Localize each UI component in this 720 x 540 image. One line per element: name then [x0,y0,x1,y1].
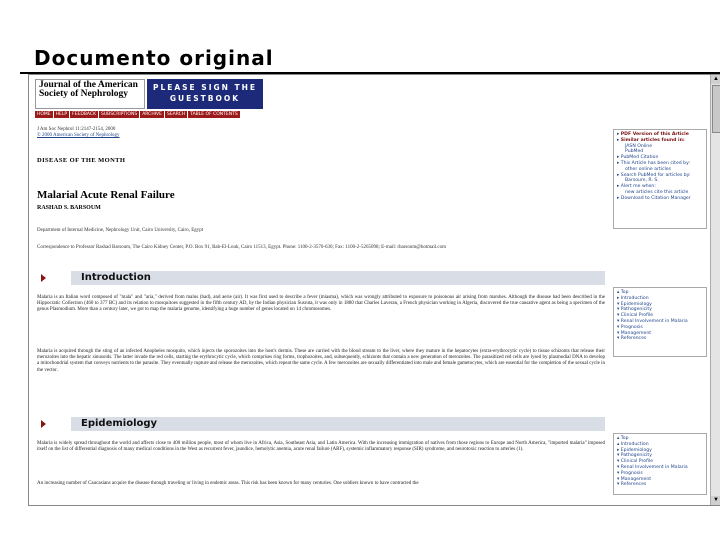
article-tools-sidebar [613,129,707,229]
toc-introduction-label: Introduction [620,295,649,301]
toc-pathogenicity[interactable]: ▾ Pathogenicity [617,307,652,313]
toc-sidebar-2 [613,433,707,495]
pdf-link[interactable]: ▸ PDF Version of this Article [617,132,689,137]
correspondence: Correspondence to Professor Rashad Barsoum, The Cairo Kidney Center, P.O. Box 91, Bab-El-Louk, Cairo 11513, Egypt. Phone: 1100-2-3570-630; Fax: 1100-2-5265098; E-mail: rbarsoum@hotmail.com [37,245,446,250]
introduction-paragraph-1: Malaria is an Italian word composed of "mala" and "aria," derived from malus (bad), and aerie (air). It was first used to describe a fever (miasma), which was wrongly attributed to exposure to poisonous air arising from marshes. Although the disease had been described in the Hippocratic Collection (460 to 377 BC) and its relation to mosquitoes suggested in the fifth century AD, by the Indian physician Susruta, it was only in 1880 that Charles Laveran, a French physician working in Algeria, discovered the true causative agent as being a specimen of the genus Plasmodium. More than a century later, we got to map the malaria genome, identifying a huge number of genes located on 14 chromosomes. [37,295,605,313]
other-online-articles-link[interactable]: other online articles [625,166,671,172]
epidemiology-paragraph-2: An increasing number of Caucasians acquire the disease through traveling or living in endemic areas. This risk has been known for many centuries. One soldiers known to have contracted the [37,481,419,486]
journal-navbar [35,111,240,118]
article-author: RASHAD S. BARSOUM [37,205,101,211]
nav-search[interactable]: SEARCH [166,112,186,117]
toc-introduction[interactable]: ▸ Introduction [617,295,649,301]
introduction-paragraph-2: Malaria is acquired through the sting of an infected Anopheles mosquito, which injects the sporozoites into the host's dermis. These are carried with the blood stream to the liver, where they mature in the hepatocytes (extra-erythrocytic cycle) to tissue schizonts that release their merozoites into the hepatic sinusoids. The latter invade the red cells, starting the erythrocytic cycle, which comprises ring forms, trophozoites, and, subsequently, schizonts that contain a new generation of merozoites. The parasitized red cells are lysed by plasmodial DNA to develop a mitochondrial system that conveys nutrients to the parasite. They eventually rupture and release the merozoites, which repeat the same cycle. A few merozoites are sexually differentiated into male and female gametocytes, which are essential for the completion of the sexual cycle in the vector. [37,349,605,373]
citation-alert-link[interactable]: new articles cite this article [625,189,689,195]
alert-heading: ▸ Alert me when: [617,184,656,190]
toc2-renal-involvement-label: Renal Involvement in Malaria [620,464,688,470]
toc-management-label: Management [620,330,652,336]
citation-block [37,127,120,139]
search-pubmed-label: Search PubMed for articles by: [620,172,691,178]
scroll-up-arrow-icon[interactable]: ▲ [711,75,720,84]
nav-help[interactable]: HELP [55,112,68,117]
similar-articles-label: Similar articles found in: [620,137,685,143]
journal-name-line-1: Journal of the American [39,80,138,90]
nav-subscriptions[interactable]: SUBSCRIPTIONS [101,112,138,117]
toc-sidebar-1 [613,287,707,357]
citation: J Am Soc Nephrol 11:2147-2154, 2000 [37,127,116,132]
toc2-renal-involvement[interactable]: ▾ Renal Involvement in Malaria [617,464,688,470]
toc2-management[interactable]: ▾ Management [617,476,652,482]
section-bar-epidemiology [33,417,605,431]
scrollbar-thumb[interactable] [712,85,720,133]
pubmed-citation-link[interactable]: ▸ PubMed Citation [617,155,659,161]
toc2-references-label: References [620,482,647,488]
cited-by-heading: ▸ This Article has been cited by: [617,160,690,166]
toc2-clinical-profile-label: Clinical Profile [620,459,654,465]
toc-epidemiology[interactable]: ▾ Epidemiology [617,301,652,307]
toc-clinical-profile-label: Clinical Profile [620,313,654,319]
citation-manager-link[interactable]: ▸ Download to Citation Manager [617,195,691,201]
pdf-link-label: PDF Version of this Article [620,132,689,137]
toc2-top[interactable]: ▴ Top [617,436,629,441]
page-content [29,75,710,505]
scroll-down-arrow-icon[interactable]: ▼ [711,496,720,505]
toc2-references[interactable]: ▾ References [617,482,647,488]
author-affiliation: Department of Internal Medicine, Nephrology Unit, Cairo University, Cairo, Egypt [37,228,204,233]
toc2-introduction[interactable]: ▴ Introduction [617,441,649,447]
section-band [71,271,605,285]
toc-pathogenicity-label: Pathogenicity [620,307,652,313]
toc2-clinical-profile[interactable]: ▾ Clinical Profile [617,459,654,465]
journal-logo[interactable] [35,79,145,109]
article-title: Malarial Acute Renal Failure [37,189,175,201]
pubmed-link[interactable]: PubMed [625,149,644,155]
section-label: DISEASE OF THE MONTH [37,157,126,164]
author-search-link[interactable]: Barsoum, R. S. [625,178,659,184]
nav-home[interactable]: HOME [37,112,51,117]
toc2-introduction-label: Introduction [620,441,649,447]
toc-prognosis-label: Prognosis [620,324,643,330]
citation-manager-label: Download to Citation Manager [620,195,691,201]
journal-name-line-2: Society of Nephrology [39,89,129,99]
vertical-scrollbar[interactable] [710,75,720,505]
pubmed-citation-label: PubMed Citation [620,155,659,161]
copyright-link[interactable]: © 2000 American Society of Nephrology [37,133,120,138]
toc2-prognosis-label: Prognosis [620,470,643,476]
toc-top-label: Top [620,290,629,295]
toc-references[interactable]: ▾ References [617,336,647,342]
toc2-pathogenicity-label: Pathogenicity [620,453,652,459]
toc-epidemiology-label: Epidemiology [620,301,652,307]
alert-label: Alert me when: [620,184,656,190]
toc-clinical-profile[interactable]: ▾ Clinical Profile [617,313,654,319]
section-bar-introduction [33,271,605,285]
section-heading: Introduction [81,272,151,283]
toc-references-label: References [620,336,647,342]
journal-header [35,79,261,123]
search-pubmed-heading: ▸ Search PubMed for articles by: [617,172,691,178]
jasn-online-link[interactable]: JASN Online [625,143,653,149]
section-arrow-icon [41,274,46,282]
nav-archive[interactable]: ARCHIVE [142,112,162,117]
nav-feedback[interactable]: FEEDBACK [72,112,97,117]
document-screenshot [28,74,720,506]
epidemiology-paragraph-1: Malaria is widely spread throughout the world and affects close to 400 million people, most of whom live in Africa, Asia, Southeast Asia, and Latin America. With the increasing immigration of natives from those regions to Europe and North America, "imported malaria" imposed itself on the list of differential diagnosis of many medical conditions in the West as recurrent fever, jaundice, hemolytic anemia, acute renal failure (ARF), systemic inflammatory response (SIR) syndrome, and neurotoxic reaction to arteries (1). [37,441,605,453]
toc-management[interactable]: ▾ Management [617,330,652,336]
cited-by-label: This Article has been cited by: [620,160,690,166]
section-arrow-icon [41,420,46,428]
toc-top[interactable]: ▴ Top [617,290,629,295]
similar-articles-heading: ▸ Similar articles found in: [617,137,685,143]
toc2-pathogenicity[interactable]: ▾ Pathogenicity [617,453,652,459]
guestbook-banner[interactable] [147,79,263,109]
guestbook-line-1: PLEASE SIGN THE [152,83,258,92]
nav-table-of-contents[interactable]: TABLE OF CONTENTS [190,112,238,117]
toc-prognosis[interactable]: ▾ Prognosis [617,324,643,330]
toc2-epidemiology-label: Epidemiology [620,447,652,453]
section-heading: Epidemiology [81,418,158,429]
toc2-management-label: Management [620,476,652,482]
guestbook-line-2: GUESTBOOK [169,94,241,103]
toc-renal-involvement[interactable]: ▾ Renal Involvement in Malaria [617,318,688,324]
toc2-top-label: Top [620,436,629,441]
slide-title: Documento original [34,46,274,70]
toc-renal-involvement-label: Renal Involvement in Malaria [620,318,688,324]
toc2-epidemiology[interactable]: ▸ Epidemiology [617,447,652,453]
toc2-prognosis[interactable]: ▾ Prognosis [617,470,643,476]
